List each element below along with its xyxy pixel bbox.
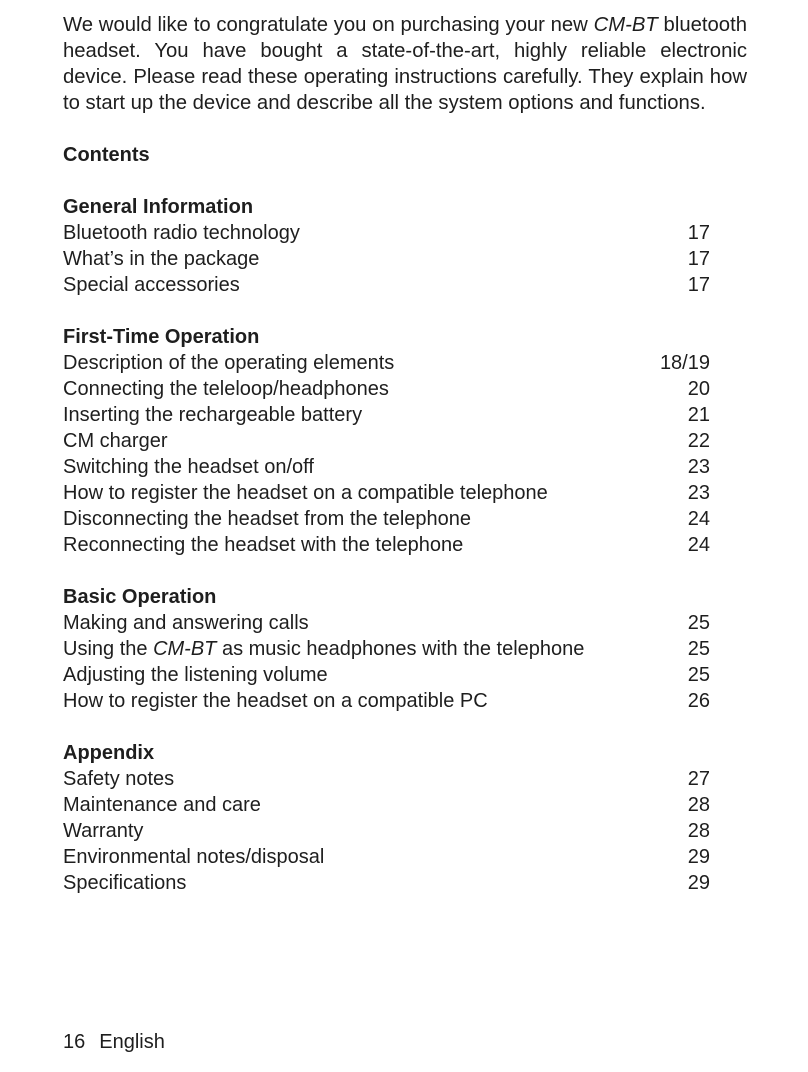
toc-entry-label: Bluetooth radio technology (63, 222, 300, 244)
toc-entry[interactable] (63, 532, 710, 558)
toc-entry[interactable] (63, 480, 710, 506)
page-footer (63, 1029, 179, 1055)
toc-section (63, 584, 747, 714)
toc-entry[interactable] (63, 792, 710, 818)
toc-entry-label: CM charger (63, 430, 168, 452)
toc-entry-page: 26 (687, 690, 710, 712)
toc-entry[interactable] (63, 662, 710, 688)
toc-entry-page: 27 (687, 768, 710, 790)
toc-entry-page: 29 (687, 846, 710, 868)
toc-entry-page: 25 (687, 664, 710, 686)
toc-entry[interactable] (63, 610, 710, 636)
toc-entry[interactable] (63, 376, 710, 402)
table-of-contents (63, 194, 747, 896)
toc-entry-label: How to register the headset on a compatible telephone (63, 482, 548, 504)
footer-language: English (99, 1031, 165, 1053)
toc-section (63, 740, 747, 896)
toc-entry-page: 18/19 (659, 352, 710, 374)
intro-paragraph (63, 12, 747, 116)
toc-entry-page: 28 (687, 794, 710, 816)
toc-entry[interactable] (63, 220, 710, 246)
toc-entry[interactable] (63, 766, 710, 792)
toc-entry-label: Reconnecting the headset with the telephone (63, 534, 464, 556)
toc-entry-label: Description of the operating elements (63, 352, 395, 374)
toc-entry-label (63, 636, 584, 662)
toc-entry-label: Inserting the rechargeable battery (63, 404, 363, 426)
toc-entry-label: Specifications (63, 872, 187, 894)
toc-entry-label: Environmental notes/disposal (63, 846, 325, 868)
toc-entry-label: Adjusting the listening volume (63, 664, 328, 686)
contents-title: Contents (63, 144, 150, 166)
toc-entry-page: 23 (687, 456, 710, 478)
toc-entry-label: Disconnecting the headset from the telephone (63, 508, 472, 530)
toc-entry[interactable] (63, 844, 710, 870)
toc-entry[interactable] (63, 350, 710, 376)
toc-entry-label: How to register the headset on a compatible PC (63, 690, 488, 712)
toc-entry-label: Connecting the teleloop/headphones (63, 378, 389, 400)
toc-entry[interactable] (63, 272, 710, 298)
intro-text-1: We would like to congratulate you on purchasing your new (63, 14, 594, 36)
toc-entry-page: 28 (687, 820, 710, 842)
toc-entry-product-name: CM-BT (153, 638, 217, 660)
section-heading: Appendix (63, 742, 155, 764)
toc-entry-page: 24 (687, 534, 710, 556)
toc-entry-page: 24 (687, 508, 710, 530)
section-heading: General Information (63, 196, 254, 218)
footer-page-number: 16 (63, 1031, 86, 1053)
toc-entry[interactable] (63, 636, 710, 662)
toc-entry-label: What’s in the package (63, 248, 260, 270)
toc-entry-label: Making and answering calls (63, 612, 309, 634)
toc-entry[interactable] (63, 246, 710, 272)
toc-entry-label: Special accessories (63, 274, 240, 296)
toc-entry-page: 25 (687, 638, 710, 660)
toc-entry[interactable] (63, 428, 710, 454)
toc-entry-page: 29 (687, 872, 710, 894)
toc-entry-label: Maintenance and care (63, 794, 261, 816)
toc-entry-label-post: as music headphones with the telephone (216, 638, 585, 660)
toc-entry-page: 17 (687, 248, 710, 270)
toc-entry-page: 17 (687, 222, 710, 244)
section-heading: Basic Operation (63, 586, 217, 608)
toc-entry-page: 21 (687, 404, 710, 426)
toc-entry[interactable] (63, 870, 710, 896)
toc-entry[interactable] (63, 454, 710, 480)
toc-entry-label-pre: Using the (63, 638, 154, 660)
toc-entry[interactable] (63, 818, 710, 844)
intro-text-2: bluetooth headset. You have bought a state-of-the-art, highly reliable electronic device. Please read these operating instructions carefully. They explain how to start up the device and describe all the system options and functions. (63, 14, 747, 114)
toc-entry[interactable] (63, 688, 710, 714)
toc-section (63, 194, 747, 298)
toc-entry[interactable] (63, 506, 710, 532)
toc-section (63, 324, 747, 558)
toc-entry-page: 25 (687, 612, 710, 634)
intro-product-name: CM-BT (593, 14, 658, 36)
toc-entry-label: Safety notes (63, 768, 175, 790)
page-body (63, 12, 747, 896)
toc-entry-page: 23 (687, 482, 710, 504)
toc-entry-page: 22 (687, 430, 710, 452)
toc-entry-label: Switching the headset on/off (63, 456, 314, 478)
toc-entry-label: Warranty (63, 820, 144, 842)
section-heading: First-Time Operation (63, 326, 260, 348)
toc-entry-page: 20 (687, 378, 710, 400)
toc-entry[interactable] (63, 402, 710, 428)
toc-entry-page: 17 (687, 274, 710, 296)
